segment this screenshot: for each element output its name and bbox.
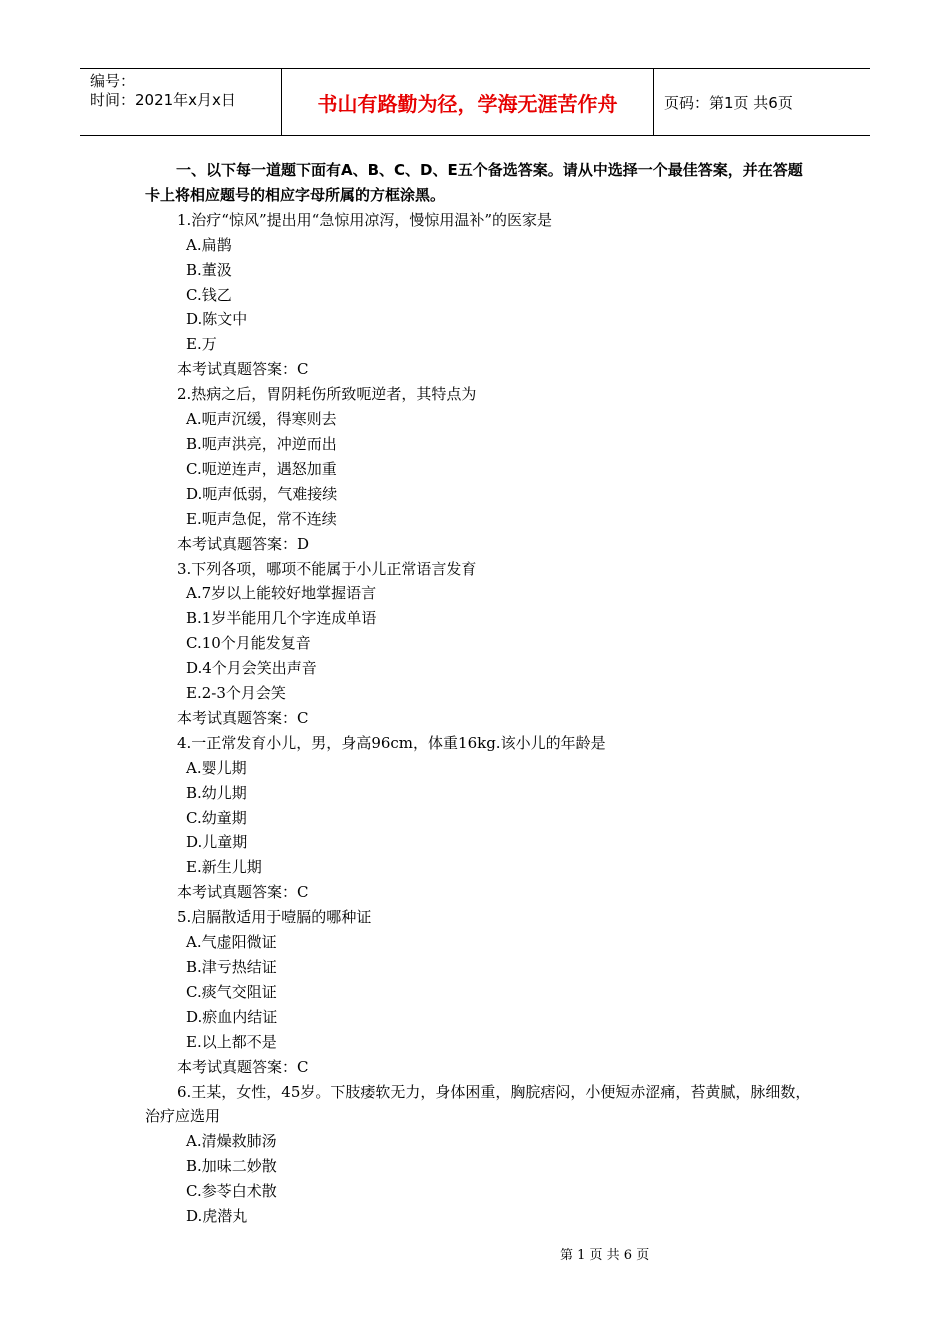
question-4 xyxy=(145,731,815,905)
option-b: B.呃声洪亮，冲逆而出 xyxy=(186,434,337,453)
option-a: A.婴儿期 xyxy=(186,758,247,777)
option-c: C.10个月能发复音 xyxy=(186,634,311,653)
answer-line: 本考试真题答案：C xyxy=(177,708,309,727)
option-c: C.参苓白术散 xyxy=(186,1182,277,1201)
option-a: A.7岁以上能较好地掌握语言 xyxy=(186,584,377,603)
question-text: 5.启膈散适用于噎膈的哪种证 xyxy=(177,908,372,927)
answer-line: 本考试真题答案：C xyxy=(177,1057,309,1076)
document-body xyxy=(145,158,815,1229)
option-e: E.呃声急促，常不连续 xyxy=(186,509,337,528)
answer-line: 本考试真题答案：C xyxy=(177,360,309,379)
option-c: C.痰气交阻证 xyxy=(186,982,277,1001)
option-b: B.董汲 xyxy=(186,260,232,279)
option-b: B.幼儿期 xyxy=(186,783,247,802)
question-3 xyxy=(145,557,815,731)
header-page-info: 页码：第1页 共6页 xyxy=(664,93,793,112)
option-c: C.幼童期 xyxy=(186,808,247,827)
page-header xyxy=(80,68,870,136)
question-1 xyxy=(145,208,815,382)
question-text: 2.热病之后，胃阴耗伤所致呃逆者，其特点为 xyxy=(177,385,477,404)
answer-line: 本考试真题答案：D xyxy=(177,534,310,553)
header-motto: 书山有路勤为径，学海无涯苦作舟 xyxy=(282,69,654,135)
footer-page-number: 第 1 页 共 6 页 xyxy=(560,1248,650,1263)
question-6 xyxy=(145,1080,815,1229)
option-b: B.加味二妙散 xyxy=(186,1157,277,1176)
option-d: D.儿童期 xyxy=(186,833,248,852)
option-d: D.4个月会笑出声音 xyxy=(186,659,317,678)
question-text: 4.一正常发育小儿，男，身高96cm，体重16kg.该小儿的年龄是 xyxy=(177,733,606,752)
option-a: A.扁鹊 xyxy=(186,235,232,254)
option-e: E.以上都不是 xyxy=(186,1032,277,1051)
question-text: 6.王某，女性，45岁。下肢痿软无力，身体困重，胸脘痞闷，小便短赤涩痛，苔黄腻，脉细数，治疗应选用 xyxy=(145,1082,811,1126)
option-a: A.气虚阳微证 xyxy=(186,933,277,952)
option-e: E.新生儿期 xyxy=(186,858,262,877)
question-5 xyxy=(145,905,815,1079)
option-d: D.瘀血内结证 xyxy=(186,1007,278,1026)
option-c: C.呃逆连声，遇怒加重 xyxy=(186,459,337,478)
answer-line: 本考试真题答案：C xyxy=(177,883,309,902)
option-d: D.虎潜丸 xyxy=(186,1207,248,1226)
option-b: B.津亏热结证 xyxy=(186,958,277,976)
option-c: C.钱乙 xyxy=(186,285,232,304)
option-a: A.呃声沉缓，得寒则去 xyxy=(186,410,337,429)
option-d: D.陈文中 xyxy=(186,310,248,329)
option-a: A.清燥救肺汤 xyxy=(186,1132,277,1151)
number-label: 编号： xyxy=(90,72,136,90)
question-text: 1.治疗“惊风”提出用“急惊用凉泻，慢惊用温补”的医家是 xyxy=(177,210,552,229)
time-label: 时间：2021年x月x日 xyxy=(90,91,236,109)
header-meta xyxy=(80,69,282,135)
question-2 xyxy=(145,382,815,556)
option-b: B.1岁半能用几个字连成单语 xyxy=(186,609,377,628)
option-e: E.2-3个月会笑 xyxy=(186,684,286,703)
question-text: 3.下列各项，哪项不能属于小儿正常语言发育 xyxy=(177,559,477,578)
section-intro: 一、以下每一道题下面有A、B、C、D、E五个备选答案。请从中选择一个最佳答案，并在答题卡上将相应题号的相应字母所属的方框涂黑。 xyxy=(145,161,803,204)
option-e: E.万 xyxy=(186,335,217,354)
option-d: D.呃声低弱，气难接续 xyxy=(186,484,338,503)
